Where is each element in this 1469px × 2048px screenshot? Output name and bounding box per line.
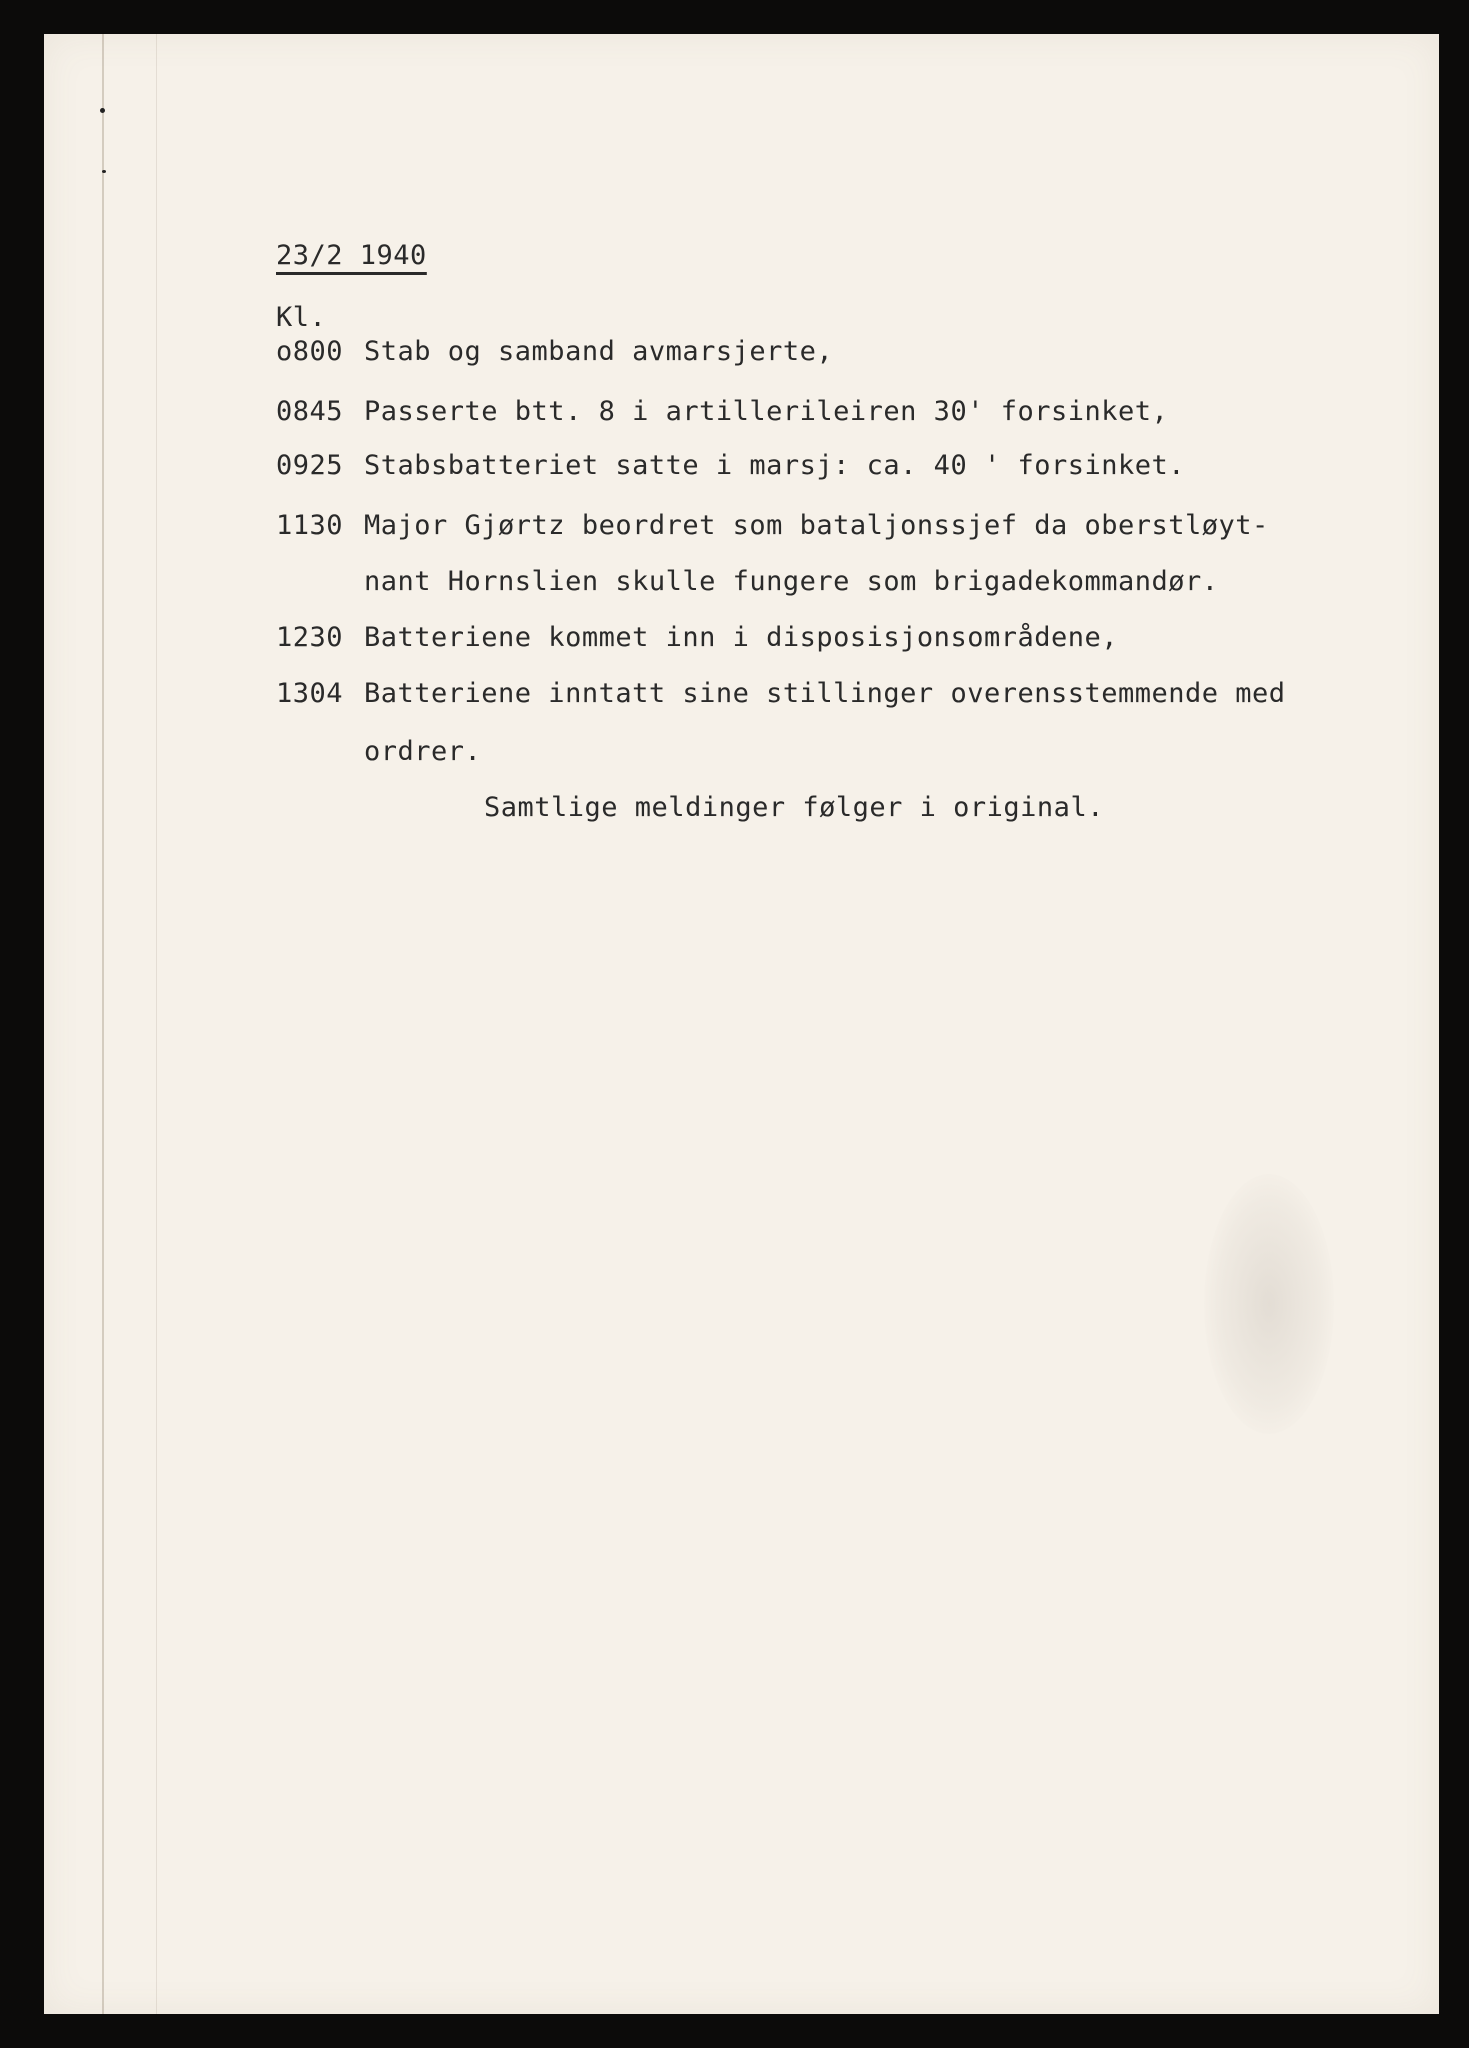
paper-crease-secondary [156, 34, 157, 2014]
document-date: 23/2 1940 [276, 240, 427, 271]
entry-text: Batteriene kommet inn i disposisjonsområdene, [364, 622, 1118, 653]
entry-text: Stabsbatteriet satte i marsj: ca. 40 ' forsinket. [364, 450, 1186, 481]
margin-dot [100, 108, 105, 113]
entry-text: ordrer. [364, 736, 482, 767]
entry-text: Major Gjørtz beordret som bataljonssjef da oberstløyt- [364, 510, 1269, 541]
entry-time: o800 [276, 336, 344, 367]
entry-text: nant Hornslien skulle fungere som brigadekommandør. [364, 566, 1219, 597]
entry-text: Stab og samband avmarsjerte, [364, 336, 834, 367]
closing-remark: Samtlige meldinger følger i original. [484, 792, 1104, 823]
margin-dot [102, 170, 106, 173]
entry-text: Passerte btt. 8 i artillerileiren 30' forsinket, [364, 396, 1169, 427]
entry-time: 1304 [276, 678, 344, 709]
entry-text: Batteriene inntatt sine stillinger overensstemmende med [364, 678, 1286, 709]
paper-sheet [44, 34, 1439, 2014]
paper-crease [102, 34, 104, 2014]
entry-time: 1230 [276, 622, 344, 653]
entry-time: 1130 [276, 510, 344, 541]
time-column-label: Kl. [276, 302, 327, 333]
paper-smudge [1204, 1174, 1334, 1434]
entry-time: 0925 [276, 450, 344, 481]
entry-time: 0845 [276, 396, 344, 427]
